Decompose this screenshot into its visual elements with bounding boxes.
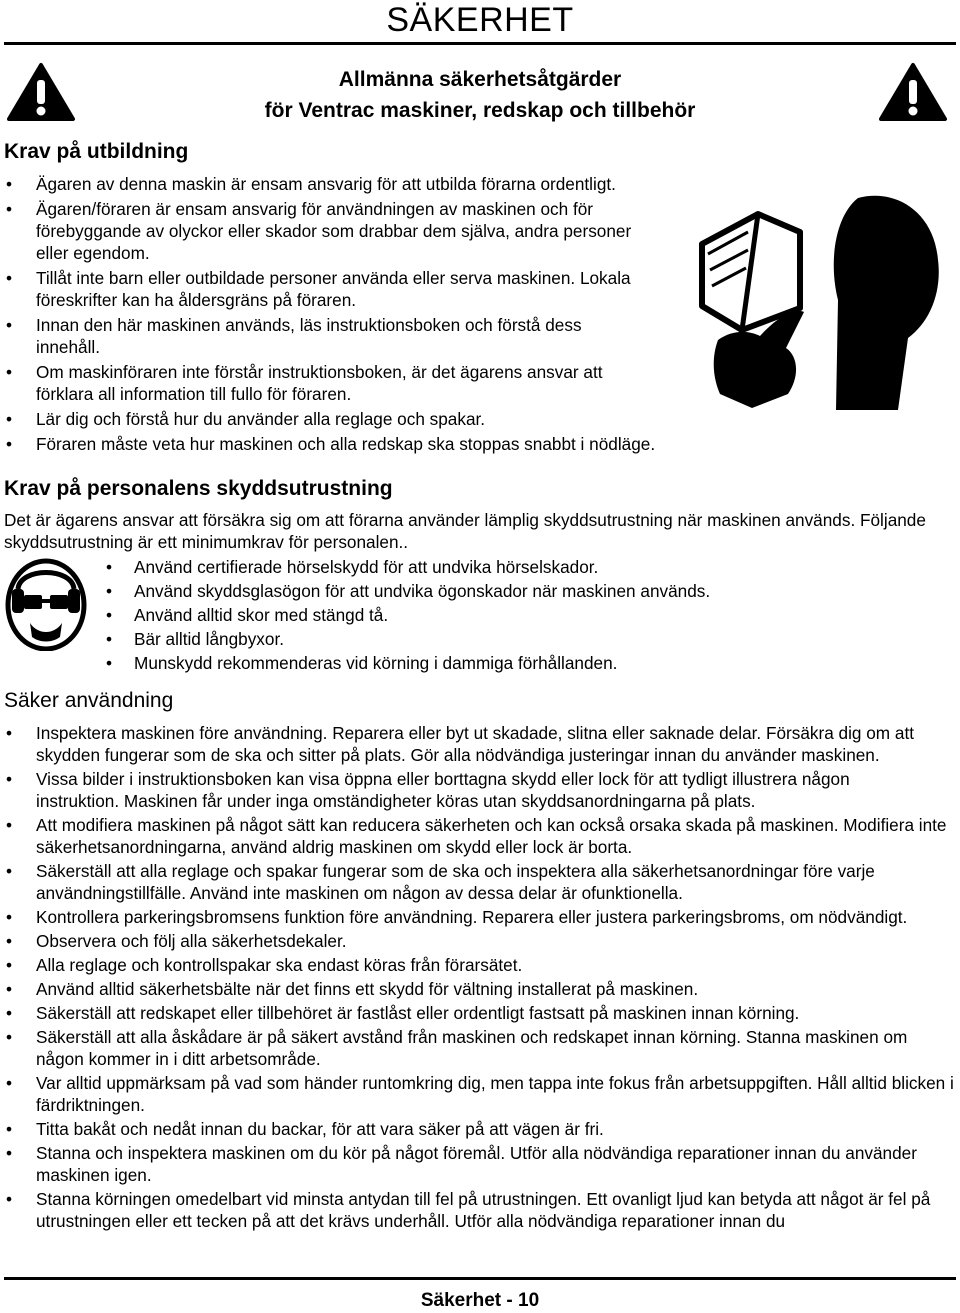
ppe-list (104, 556, 944, 676)
list-item: • Var alltid uppmärksam på vad som händer runtomkring dig, men tappa inte fokus från arbetsuppgiften. Håll alltid blicken i färdriktningen. (4, 1072, 956, 1116)
list-item: • Föraren måste veta hur maskinen och alla redskap ska stoppas snabbt i nödläge. (4, 433, 776, 455)
list-item: • Titta bakåt och nedåt innan du backar, för att vara säker på att vägen är fri. (4, 1118, 956, 1140)
list-item: • Stanna körningen omedelbart vid minsta antydan till fel på utrustningen. Ett ovanligt ljud kan betyda att något är fel på utrustningen eller ett tecken på att det krävs underhåll. Utför alla nödvändiga reparationer innan du (4, 1188, 960, 1232)
warning-triangle-icon (6, 62, 76, 122)
list-item: • Säkerställ att alla åskådare är på säkert avstånd från maskinen och redskapet innan körning. Stanna maskinen om någon kommer in i ditt arbetsområde. (4, 1026, 946, 1070)
list-item: • Stanna och inspektera maskinen om du kör på något föremål. Utför alla nödvändiga reparationer innan du använder maskinen igen. (4, 1142, 960, 1186)
safe-use-heading: Säker användning (4, 689, 174, 712)
protective-gear-icon (2, 555, 90, 651)
list-item: • Kontrollera parkeringsbromsens funktion före användning. Reparera eller justera parkeringsbroms, om nödvändigt. (4, 906, 946, 928)
list-item: • Att modifiera maskinen på något sätt kan reducera säkerheten och kan också orsaka skada på maskinen. Modifiera inte säkerhetsanordningarna, använd aldrig maskinen om skydd eller lock är borta. (4, 814, 960, 858)
list-item: • Använd certifierade hörselskydd för att undvika hörselskador. (104, 556, 944, 578)
list-item: • Vissa bilder i instruktionsboken kan visa öppna eller borttagna skydd eller lock för att tydligt illustrera någon instruktion. Maskinen får under inga omständigheter köras utan skyddsanordningarna på plats. (4, 768, 926, 812)
ppe-heading: Krav på personalens skyddsutrustning (4, 477, 393, 500)
header-rule (4, 42, 956, 45)
list-item: • Tillåt inte barn eller outbildade personer använda eller serva maskinen. Lokala föreskrifter kan ha åldersgräns på föraren. (4, 267, 666, 311)
list-item: • Inspektera maskinen före användning. Reparera eller byt ut skadade, slitna eller saknade delar. Försäkra dig om att skydden fungerar som de ska och sitter på plats. Gör alla nödvändiga justeringar innan du använder maskinen. (4, 722, 916, 766)
list-item: • Lär dig och förstå hur du använder alla reglage och spakar. (4, 408, 756, 430)
list-item: • Munskydd rekommenderas vid körning i dammiga förhållanden. (104, 652, 944, 674)
list-item: • Använd alltid skor med stängd tå. (104, 604, 944, 626)
list-item: • Innan den här maskinen används, läs instruktionsboken och förstå dess innehåll. (4, 314, 641, 358)
warning-triangle-icon (878, 62, 948, 122)
list-item: • Om maskinföraren inte förstår instruktionsboken, är det ägarens ansvar att förklara all information till fullo för föraren. (4, 361, 656, 405)
list-item: • Alla reglage och kontrollspakar ska endast köras från förarsätet. (4, 954, 956, 976)
list-item: • Säkerställ att redskapet eller tillbehöret är fastlåst eller ordentligt fastsatt på maskinen innan körning. (4, 1002, 956, 1024)
page-title: SÄKERHET (386, 1, 574, 39)
list-item: • Använd skyddsglasögon för att undvika ögonskador när maskinen används. (104, 580, 944, 602)
ppe-intro: Det är ägarens ansvar att försäkra sig om att förarna använder lämplig skyddsutrustning när maskinen används. Följande skyddsutrustning är ett minimumkrav för personalen.. (4, 510, 926, 552)
list-item: • Observera och följ alla säkerhetsdekaler. (4, 930, 956, 952)
training-heading: Krav på utbildning (4, 140, 189, 163)
footer-rule (4, 1277, 956, 1280)
read-manual-icon (668, 180, 958, 420)
page-number: Säkerhet - 10 (420, 1290, 540, 1311)
list-item: • Ägaren/föraren är ensam ansvarig för användningen av maskinen och för förebyggande av olyckor eller skador som drabbar dem själva, andra personer eller egendom. (4, 198, 666, 264)
training-list (4, 173, 764, 458)
list-item: • Bär alltid långbyxor. (104, 628, 944, 650)
list-item: • Använd alltid säkerhetsbälte när det finns ett skydd för vältning installerat på maskinen. (4, 978, 956, 1000)
section-subtitle: för Ventrac maskiner, redskap och tillbehör (264, 99, 696, 122)
list-item: • Ägaren av denna maskin är ensam ansvarig för att utbilda förarna ordentligt. (4, 173, 756, 195)
safe-use-list (4, 722, 956, 1234)
list-item: • Säkerställ att alla reglage och spakar fungerar som de ska och inspektera alla säkerhetsanordningar före varje användningstillfälle. Använd inte maskinen om någon av dessa delar är ofunktionella. (4, 860, 916, 904)
section-subtitle: Allmänna säkerhetsåtgärder (338, 68, 622, 91)
